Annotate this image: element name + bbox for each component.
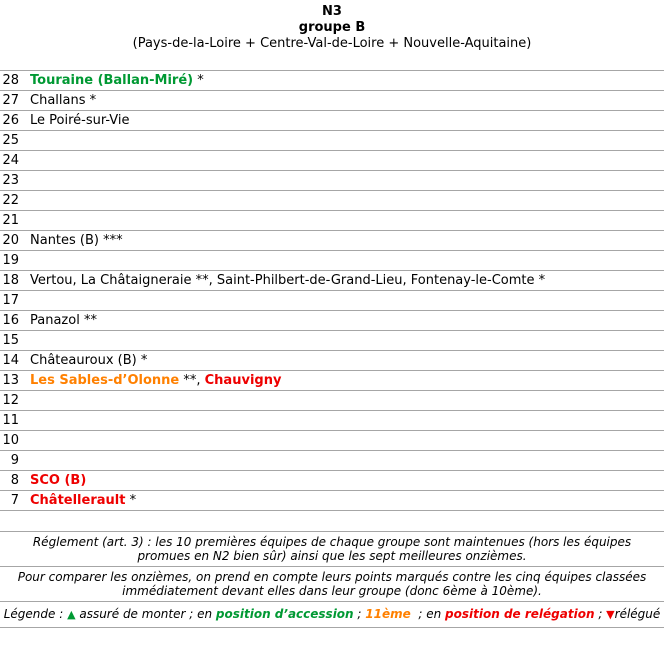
table-row bbox=[0, 331, 664, 351]
rank-cell: 12 bbox=[2, 393, 19, 408]
teams-cell bbox=[30, 231, 123, 250]
legend-segment: assuré de monter ; en bbox=[75, 607, 216, 621]
table-row bbox=[0, 151, 664, 171]
table-row bbox=[0, 351, 664, 371]
table-row bbox=[0, 191, 664, 211]
page-title: N3 bbox=[322, 4, 342, 19]
table-row bbox=[0, 251, 664, 271]
teams-cell bbox=[30, 471, 86, 490]
down-triangle-icon: ▼ bbox=[606, 608, 615, 621]
notes-section bbox=[0, 531, 664, 628]
teams-cell bbox=[30, 311, 97, 330]
table-row bbox=[0, 131, 664, 151]
rank-cell: 21 bbox=[2, 213, 19, 228]
teams-cell bbox=[30, 271, 545, 290]
rank-cell: 23 bbox=[2, 173, 19, 188]
rank-cell: 18 bbox=[2, 273, 19, 288]
table-row bbox=[0, 291, 664, 311]
up-triangle-icon: ▲ bbox=[67, 608, 76, 621]
rank-cell: 26 bbox=[2, 113, 19, 128]
legend-segment: position de relégation bbox=[445, 607, 595, 621]
team-name: Châteauroux (B) * bbox=[30, 353, 148, 368]
table-row bbox=[0, 91, 664, 111]
table-row bbox=[0, 211, 664, 231]
table-row bbox=[0, 271, 664, 291]
team-name: Chauvigny bbox=[204, 373, 282, 388]
team-name: Touraine (Ballan-Miré) bbox=[30, 73, 194, 88]
team-name: Challans * bbox=[30, 93, 97, 108]
legend-segment: ; bbox=[594, 607, 607, 621]
rank-cell: 8 bbox=[10, 473, 19, 488]
table-row bbox=[0, 231, 664, 251]
rank-cell: 10 bbox=[2, 433, 19, 448]
team-name: * bbox=[125, 493, 137, 508]
legend-segment: ; bbox=[353, 607, 366, 621]
team-name: SCO (B) bbox=[30, 473, 87, 488]
table-row bbox=[0, 311, 664, 331]
rank-cell: 24 bbox=[2, 153, 19, 168]
rank-cell: 19 bbox=[2, 253, 19, 268]
table-row bbox=[0, 171, 664, 191]
table-row bbox=[0, 491, 664, 511]
table-row bbox=[0, 71, 664, 91]
rank-cell: 28 bbox=[2, 73, 19, 88]
rank-cell: 27 bbox=[2, 93, 19, 108]
table-row bbox=[0, 471, 664, 491]
teams-cell bbox=[30, 91, 96, 110]
legend-segment: ; en bbox=[410, 607, 446, 621]
team-name: Nantes (B) *** bbox=[30, 233, 123, 248]
teams-cell bbox=[30, 491, 136, 510]
legend-segment: position d’accession bbox=[215, 607, 354, 621]
comparison-note: Pour comparer les onzièmes, on prend en compte leurs points marqués contre les cinq équipes classées immédiatement devant elles dans leur groupe (donc 6ème à 10ème). bbox=[0, 566, 664, 601]
teams-cell bbox=[30, 111, 130, 130]
table-row bbox=[0, 451, 664, 471]
rank-cell: 7 bbox=[10, 493, 19, 508]
legend-segment: 11ème bbox=[365, 607, 411, 621]
regions-line: (Pays-de-la-Loire + Centre-Val-de-Loire + Nouvelle-Aquitaine) bbox=[132, 36, 532, 51]
table-row bbox=[0, 391, 664, 411]
standings-table bbox=[0, 70, 664, 511]
team-name: Vertou, La Châtaigneraie **, Saint-Philbert-de-Grand-Lieu, Fontenay-le-Comte * bbox=[30, 273, 546, 288]
teams-cell bbox=[30, 371, 281, 390]
rank-cell: 17 bbox=[2, 293, 19, 308]
rank-cell: 13 bbox=[2, 373, 19, 388]
rank-cell: 16 bbox=[2, 313, 19, 328]
team-name: **, bbox=[179, 373, 205, 388]
legend-segment: rélégué bbox=[614, 607, 661, 621]
rank-cell: 11 bbox=[2, 413, 19, 428]
teams-cell bbox=[30, 351, 147, 370]
table-row bbox=[0, 431, 664, 451]
team-name: Les Sables-d’Olonne bbox=[30, 373, 180, 388]
team-name: Châtellerault bbox=[30, 493, 126, 508]
rank-cell: 22 bbox=[2, 193, 19, 208]
rank-cell: 14 bbox=[2, 353, 19, 368]
rank-cell: 9 bbox=[10, 453, 19, 468]
team-name: * bbox=[193, 73, 204, 88]
rank-cell: 25 bbox=[2, 133, 19, 148]
rank-cell: 20 bbox=[2, 233, 19, 248]
team-name: Panazol ** bbox=[30, 313, 97, 328]
rank-cell: 15 bbox=[2, 333, 19, 348]
legend-line bbox=[0, 601, 664, 628]
rule-note: Réglement (art. 3) : les 10 premières équipes de chaque groupe sont maintenues (hors les équipes promues en N2 bien sûr) ainsi que les sept meilleures onzièmes. bbox=[0, 531, 664, 566]
teams-cell bbox=[30, 71, 204, 90]
table-row bbox=[0, 371, 664, 391]
page-header bbox=[0, 0, 664, 52]
group-subtitle: groupe B bbox=[298, 20, 366, 35]
team-name: Le Poiré-sur-Vie bbox=[30, 113, 130, 128]
table-row bbox=[0, 411, 664, 431]
legend-segment: Légende : bbox=[3, 607, 68, 621]
table-row bbox=[0, 111, 664, 131]
